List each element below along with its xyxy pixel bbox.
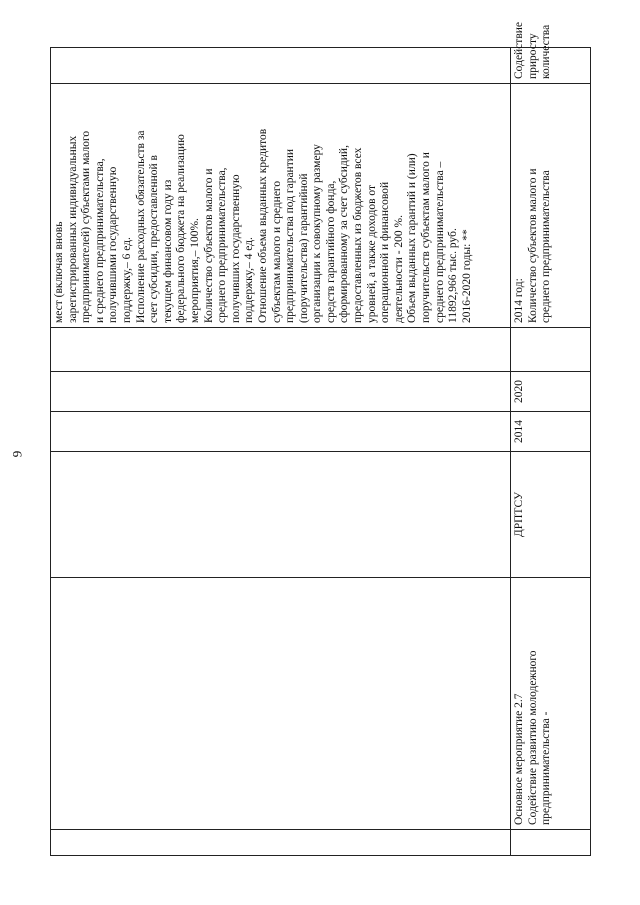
result-text	[513, 21, 554, 79]
text-line: организации к совокупному размеру	[311, 144, 324, 323]
text-line: поддержку,– 6 ед.	[120, 237, 133, 323]
text-line: Содействие	[513, 21, 525, 79]
text-line: федерального бюджета на реализацию	[175, 134, 188, 323]
upper-table-row	[51, 48, 511, 856]
text-line: средств гарантийного фонда,	[324, 180, 337, 323]
cell-result	[511, 21, 591, 84]
text-line: счет субсидии, предоставленной в	[148, 155, 161, 323]
text-line: получившими государственную	[107, 166, 120, 323]
text-line: среднего предпринимательства	[540, 170, 553, 323]
cell-end-year	[51, 372, 511, 412]
text-line: мест (включая вновь	[53, 221, 65, 323]
page-number: 9	[9, 450, 25, 458]
lower-table-row	[511, 48, 591, 856]
text-line: зарегистрированных индивидуальных	[66, 135, 79, 323]
text-line: сформированному за счет субсидий,	[338, 145, 351, 323]
cell-start-year	[511, 412, 591, 452]
cell-extra	[511, 328, 591, 372]
text-line: Основное мероприятие 2.7	[513, 693, 525, 825]
cell-activity	[511, 578, 591, 830]
text-line: среднего предпринимательства –	[433, 161, 446, 323]
text-line: Объем выданных гарантий и (или)	[406, 153, 419, 323]
activity-title	[513, 582, 554, 825]
cell-result	[51, 48, 511, 84]
text-line: поддержку,– 4 ед.	[243, 237, 256, 323]
rotated-table-container	[50, 21, 590, 856]
text-line: и среднего предпринимательства,	[93, 158, 106, 323]
text-line: предоставленных из бюджетов всех	[352, 147, 365, 323]
cell-executor	[511, 452, 591, 578]
text-line: предпринимательства под гарантии	[284, 148, 297, 323]
text-line: субъектам малого и среднего	[270, 180, 283, 323]
activities-table	[50, 21, 591, 856]
cell-end-year	[511, 372, 591, 412]
cell-indicators	[511, 84, 591, 328]
text-line: приросту	[526, 33, 539, 79]
text-line: предпринимателей) субъектами малого	[80, 130, 93, 323]
end-year: 2020	[513, 380, 525, 403]
text-line: 11892,966 тыс. руб.	[447, 228, 460, 323]
text-line: текущем финансовом году из	[161, 179, 174, 323]
text-line: 2014 год:	[513, 278, 525, 323]
text-line: количества	[540, 24, 553, 79]
cell-number	[511, 830, 591, 856]
lower-indicator-text	[513, 88, 554, 323]
text-line: среднего предпринимательства,	[216, 167, 229, 323]
cell-start-year	[51, 412, 511, 452]
text-line: Содействие развитию молодежного	[526, 650, 539, 825]
upper-indicator-text	[53, 88, 474, 323]
text-line: получивших государственную	[229, 174, 242, 323]
text-line: 2016-2020 годы: **	[460, 229, 473, 323]
text-line: Количество субъектов малого и	[202, 168, 215, 323]
text-line: поручительств субъектам малого и	[420, 152, 433, 323]
text-line: (поручительства) гарантийной	[297, 173, 310, 323]
text-line: мероприятия,– 100%.	[188, 218, 201, 323]
text-line: Количество субъектов малого и	[526, 168, 539, 323]
text-line: Отношение объема выданных кредитов	[256, 128, 269, 323]
text-line: Исполнение расходных обязательств за	[134, 130, 147, 323]
text-line: предпринимательства -	[540, 711, 553, 825]
text-line: деятельности - 200 %.	[392, 215, 405, 323]
text-line: операционной и финансовой	[379, 181, 392, 323]
start-year: 2014	[513, 420, 525, 443]
executor: ДРПТСУ	[513, 491, 525, 538]
cell-indicators	[51, 84, 511, 328]
cell-activity	[51, 578, 511, 830]
cell-executor	[51, 452, 511, 578]
cell-extra	[51, 328, 511, 372]
text-line: уровней, а также доходов от	[365, 184, 378, 323]
cell-number	[51, 830, 511, 856]
